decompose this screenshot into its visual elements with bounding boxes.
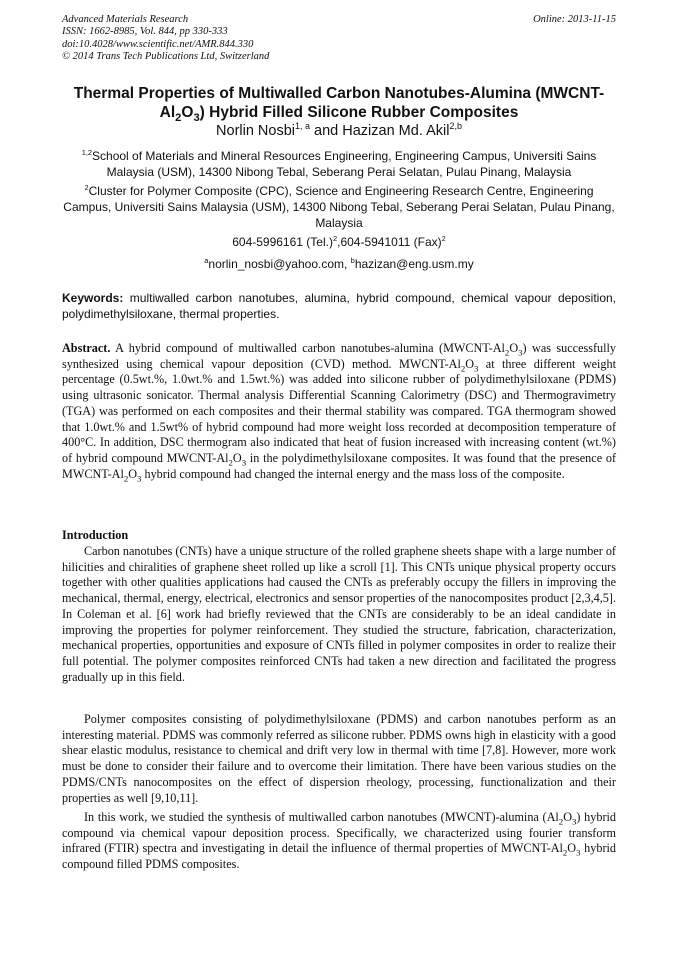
intro-paragraph-3: In this work, we studied the synthesis of multiwalled carbon nanotubes (MWCNT)-alumina $(Al_2O_3)$ hybrid compound via chemical vapour deposition process. Specifically, we characterized using fourier transform infrared (FTIR) spectra and investigating in detail the influence of thermal properties of MWCNT-$Al_2O_3$ hybrid compound filled PDMS composites. — [62, 810, 617, 872]
intro-paragraph-2: Polymer composites consisting of polydimethylsiloxane (PDMS) and carbon nanotubes perform as an interesting material. PDMS was commonly referred as silicone rubber. PDMS owns high in elasticity with a good shear elastic modulus, resistance to chemical and drift very low in thermal with time [7,8]. However, more work must be done to consider their failure and to overcome their limitation. There have been various studies on the PDMS/CNTs nanocomposites on the effect of dispersion rheology, processing, functionalization and their properties as well [9,10,11]. — [62, 712, 616, 805]
issn-line: ISSN: 1662-8985, Vol. 844, pp 330-333 — [62, 26, 228, 38]
affiliation-2: $^2$Cluster for Polymer Composite (CPC), Science and Engineering Research Centre, Engineering Campus, Universiti Sains Malaysia (USM), 14300 Nibong Tebal, Seberang Perai Selatan, Pulau Pinang, Malaysia — [63, 183, 615, 230]
email-b: hazizan@eng.usm.my — [354, 257, 474, 271]
intro-paragraph-1: Carbon nanotubes (CNTs) have a unique structure of the rolled graphene sheets shape with a large number of hilicities and chiralities of graphene sheet rolled up like a scroll [1]. This CNTs unique physical property occurs together with other qualities applications had caused the CNTs as preferably occupy the fillers in improving the mechanical, thermal, energy, electrical, electronics and sensor properties of the nanocomposites product [2,3,4,5]. In Coleman et al. [6] work had briefly reviewed that the CNTs are considerably to be an ideal candidate in improving the properties for polymer reinforcement. They studied the structure, fabrication, characterization, mechanical properties, opportunities and exposure of CNTs filled in polymer composites in order to realize their full potential. The polymer composites reinforced CNTs had taken a new direction and facilitated the progress gradually up in this field. — [62, 544, 616, 684]
keywords: Keywords: multiwalled carbon nanotubes, alumina, hybrid compound, chemical vapour deposition, polydimethylsiloxane, thermal properties. — [62, 291, 616, 321]
abstract: Abstract. A hybrid compound of multiwalled carbon nanotubes-alumina $(MWCNT-Al_2O_3)$ was successfully synthesized using chemical vapour deposition (CVD) method. MWCNT-$Al_2O_3$ at three different weight percentage (0.5wt.%, 1.0wt.% and 1.5wt.%) was added into silicone rubber of polydimethylsiloxane (PDMS) using ultrasonic sonicator. Thermal analysis Differential Scanning Calorimetry (DSC) and Thermogravimetry (TGA) was performed on each composites and their thermal stability was compared. TGA thermogram showed that 1.0wt.% and 1.5wt% of hybrid compound had more weight loss recorded at decomposition temperature of 400°C. In addition, DSC thermogram also indicated that heat of fusion increased with increasing content (wt.%) of hybrid compound MWCNT-$Al_2O_3$ in the polydimethylsiloxane composites. It was found that the presence of MWCNT-$Al_2O_3$ hybrid compound had changed the internal energy and the mass loss of the composite. — [62, 341, 616, 484]
affiliation-1: $^{1,2}$School of Materials and Mineral Resources Engineering, Engineering Campus, Universiti Sains Malaysia (USM), 14300 Nibong Tebal, Seberang Perai Selatan, Pulau Pinang, Malaysia — [81, 148, 597, 179]
journal-header — [62, 14, 269, 64]
copyright-line: © 2014 Trans Tech Publications Ltd, Switzerland — [62, 51, 270, 63]
abstract-label: Abstract. — [62, 341, 111, 355]
journal-name: Advanced Materials Research — [62, 14, 189, 25]
doi-line: doi:10.4028/www.scientific.net/AMR.844.330 — [62, 38, 254, 50]
author-2: Hazizan Md. Akil — [342, 123, 450, 139]
paper-title: Thermal Properties of Multiwalled Carbon Nanotubes-Alumina (MWCNT- $Al_2O_3$) Hybrid Filled Silicone Rubber Composites — [73, 85, 605, 125]
section-heading-introduction: Introduction — [62, 528, 129, 542]
title-line1: Thermal Properties of Multiwalled Carbon Nanotubes-Alumina (MWCNT- — [73, 85, 605, 102]
author-list: Norlin Nosbi$^{1, a}$ and Hazizan Md. Akil$^{2,b}$ — [216, 121, 462, 139]
phone-fax: 604-5996161 $(Tel.)^2,604-5941011$ (Fax)$^2$ — [232, 234, 446, 249]
author-1: Norlin Nosbi — [216, 123, 296, 139]
email-line: $^a$norlin_nosbi@yahoo.com, $^b$hazizan@eng.usm.my — [204, 256, 474, 271]
online-date: Online: 2013-11-15 — [533, 14, 616, 25]
email-a: norlin_nosbi@yahoo.com, — [208, 257, 351, 271]
keywords-label: Keywords: — [62, 291, 124, 305]
